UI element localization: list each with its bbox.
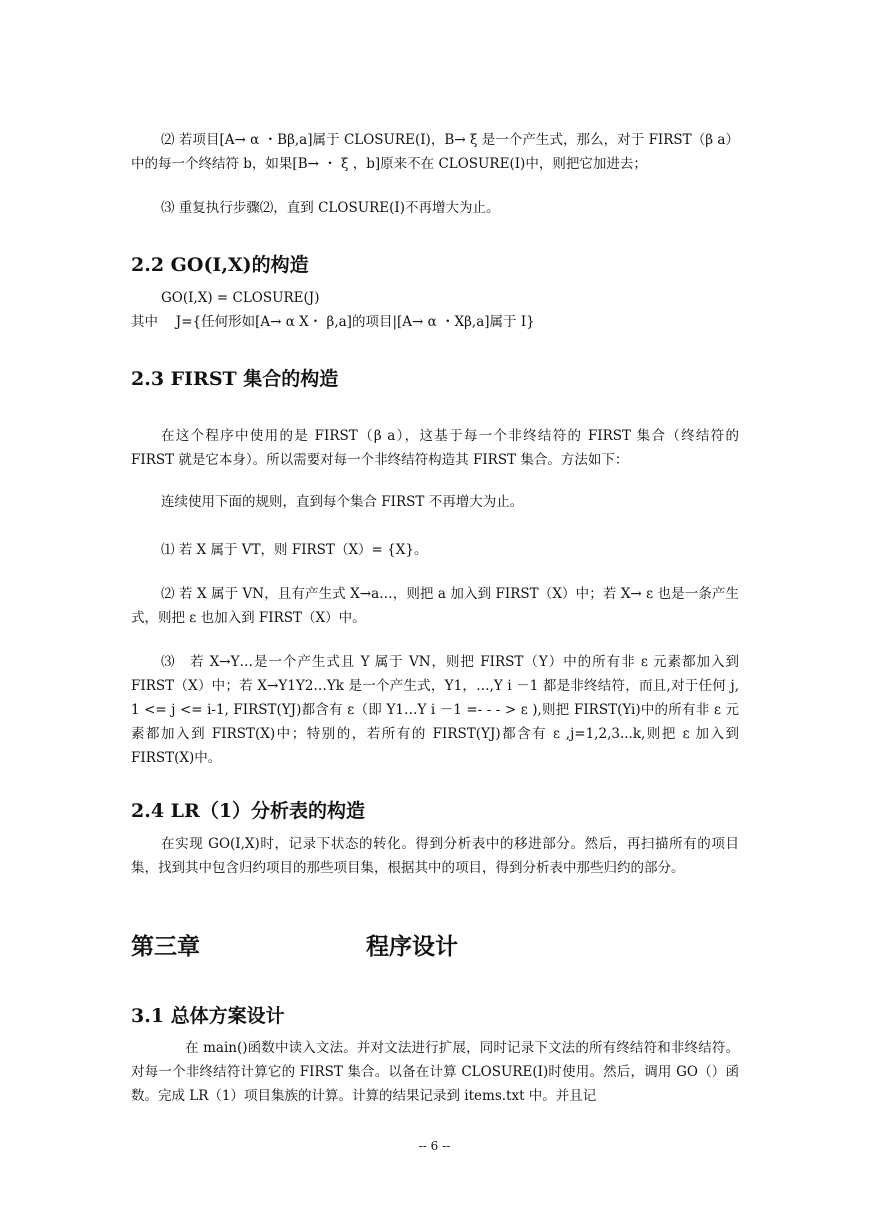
go-where-clause: 其中 J={任何形如[A→ α X・ β,a]的项目|[A→ α ・Xβ,a]属于 I} <box>131 314 535 330</box>
first-intro-paragraph: 在这个程序中使用的是 FIRST（β a），这基于每一个非终结符的 FIRST 集合（终结符的 FIRST 就是它本身）。所以需要对每一个非终结符构造其 FIRST 集合。方法如下： <box>131 428 739 468</box>
overall-design-paragraph: 在 main()函数中读入文法。并对文法进行扩展，同时记录下文法的所有终结符和非终结符。对每一个非终结符计算它的 FIRST 集合。以备在计算 CLOSURE(I)时使用。然后，调用 GO（）函数。完成 LR（1）项目集族的计算。计算的结果记录到 items.txt 中。并且记 <box>131 1040 739 1104</box>
first-rule-3: ⑶ 若 X→Y…是一个产生式且 Y 属于 VN，则把 FIRST（Y）中的所有非 ε 元素都加入到 FIRST（X）中；若 X→Y1Y2…Yk 是一个产生式，Y1，…,Y i －1 都是非终结符，而且,对于任何 j, 1 <= j <= i-1, FIRST(YJ)都含有 ε（即 Y1…Y i －1 =- - - > ε ),则把 FIRST(Yi)中的所有非 ε 元素都加入到 FIRST(X)中；特别的，若所有的 FIRST(YJ)都含有 ε ,j=1,2,3...k,则把 ε 加入到 FIRST(X)中。 <box>131 654 739 766</box>
go-definition: GO(I,X) = CLOSURE(J) <box>161 290 320 306</box>
heading-3-1: 3.1 总体方案设计 <box>131 1005 285 1027</box>
first-method-paragraph: 连续使用下面的规则，直到每个集合 FIRST 不再增大为止。 <box>161 494 524 510</box>
closure-rule-3: ⑶ 重复执行步骤⑵，直到 CLOSURE(I)不再增大为止。 <box>161 200 500 216</box>
chapter-number: 第三章 <box>131 933 200 960</box>
first-rule-2: ⑵ 若 X 属于 VN，且有产生式 X→a…，则把 a 加入到 FIRST（X）中；若 X→ ε 也是一条产生式，则把 ε 也加入到 FIRST（X）中。 <box>131 586 739 626</box>
heading-2-3: 2.3 FIRST 集合的构造 <box>131 368 339 390</box>
chapter-title: 程序设计 <box>366 933 458 960</box>
closure-rule-2: ⑵ 若项目[A→ α ・Bβ,a]属于 CLOSURE(I)，B→ ξ 是一个产生式，那么，对于 FIRST（β a）中的每一个终结符 b，如果[B→ ・ ξ ，b]原来不在 CLOSURE(I)中，则把它加进去； <box>131 132 739 172</box>
heading-2-2: 2.2 GO(I,X)的构造 <box>131 254 309 276</box>
first-rule-1: ⑴ 若 X 属于 VT，则 FIRST（X）= {X}。 <box>161 542 428 558</box>
heading-2-4: 2.4 LR（1）分析表的构造 <box>131 800 366 822</box>
chapter-3-heading <box>131 932 739 962</box>
page-number: -- 6 -- <box>418 1139 451 1153</box>
lr-table-paragraph: 在实现 GO(I,X)时，记录下状态的转化。得到分析表中的移进部分。然后，再扫描所有的项目集，找到其中包含归约项目的那些项目集，根据其中的项目，得到分析表中那些归约的部分。 <box>131 836 739 876</box>
